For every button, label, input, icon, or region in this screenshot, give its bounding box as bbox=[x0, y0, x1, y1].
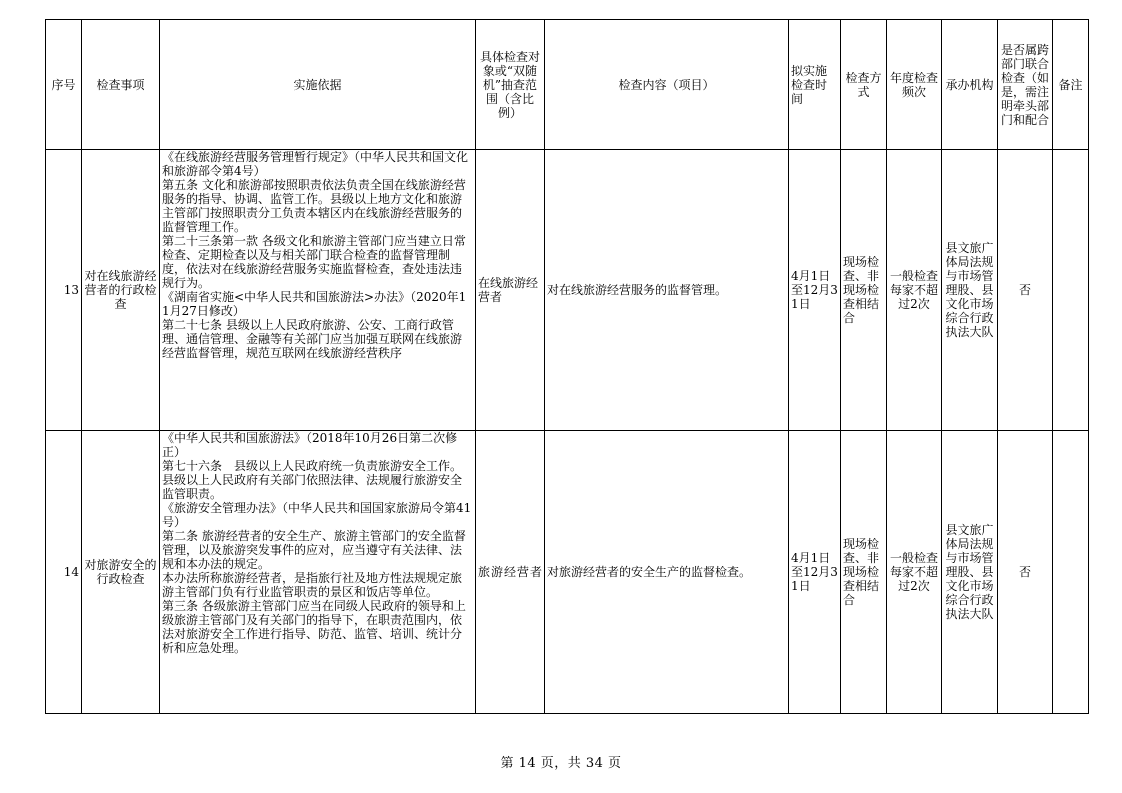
header-item: 检查事项 bbox=[82, 20, 160, 150]
row-frequency: 一般检查每家不超过2次 bbox=[887, 150, 942, 431]
basis-paragraph: 《中华人民共和国旅游法》（2018年10月26日第二次修正） bbox=[162, 431, 458, 459]
row-method: 现场检查、非现场检查相结合 bbox=[841, 431, 887, 714]
row-frequency: 一般检查每家不超过2次 bbox=[887, 431, 942, 714]
row-time: 4月1日至12月31日 bbox=[789, 150, 841, 431]
header-row bbox=[46, 20, 1089, 150]
header-basis: 实施依据 bbox=[160, 20, 476, 150]
header-remark: 备注 bbox=[1053, 20, 1089, 150]
row-scope: 旅游经营者 bbox=[476, 431, 545, 714]
row-seq: 13 bbox=[46, 150, 82, 431]
row-remark bbox=[1053, 431, 1089, 714]
row-item: 对在线旅游经营者的行政检查 bbox=[82, 150, 160, 431]
row-joint: 否 bbox=[998, 150, 1053, 431]
row-content: 对在线旅游经营服务的监督管理。 bbox=[545, 150, 789, 431]
row-basis bbox=[160, 150, 476, 431]
row-method: 现场检查、非现场检查相结合 bbox=[841, 150, 887, 431]
basis-paragraph: 第二十三条第一款 各级文化和旅游主管部门应当建立日常检查、定期检查以及与相关部门联合检查的监督管理制度，依法对在线旅游经营服务实施监督检查，查处违法违规行为。 bbox=[162, 234, 466, 290]
basis-paragraph: 《湖南省实施<中华人民共和国旅游法>办法》（2020年11月27日修改） bbox=[162, 290, 467, 318]
inspection-table bbox=[45, 19, 1089, 714]
basis-paragraph: 第二条 旅游经营者的安全生产、旅游主管部门的安全监督管理，以及旅游突发事件的应对，应当遵守有关法律、法规和本办法的规定。 bbox=[162, 529, 466, 571]
header-joint: 是否属跨部门联合检查（如是，需注明牵头部门和配合 bbox=[998, 20, 1053, 150]
row-item: 对旅游安全的行政检查 bbox=[82, 431, 160, 714]
row-agency: 县文旅广体局法规与市场管理股、县文化市场综合行政执法大队 bbox=[942, 150, 998, 431]
header-frequency: 年度检查频次 bbox=[887, 20, 942, 150]
basis-paragraph: 第七十六条 县级以上人民政府统一负责旅游安全工作。县级以上人民政府有关部门依照法律、法规履行旅游安全监管职责。 bbox=[162, 459, 463, 501]
basis-paragraph: 第五条 文化和旅游部按照职责依法负责全国在线旅游经营服务的指导、协调、监管工作。县级以上地方文化和旅游主管部门按照职责分工负责本辖区内在线旅游经营服务的监督管理工作。 bbox=[162, 178, 466, 234]
basis-paragraph: 本办法所称旅游经营者，是指旅行社及地方性法规规定旅游主管部门负有行业监管职责的景区和饭店等单位。 bbox=[162, 571, 463, 599]
basis-paragraph: 第二十七条 县级以上人民政府旅游、公安、工商行政管理、通信管理、金融等有关部门应当加强互联网在线旅游经营监督管理，规范互联网在线旅游经营秩序 bbox=[162, 318, 463, 360]
header-agency: 承办机构 bbox=[942, 20, 998, 150]
row-agency: 县文旅广体局法规与市场管理股、县文化市场综合行政执法大队 bbox=[942, 431, 998, 714]
header-method: 检查方式 bbox=[841, 20, 887, 150]
row-remark bbox=[1053, 150, 1089, 431]
row-seq: 14 bbox=[46, 431, 82, 714]
row-joint: 否 bbox=[998, 431, 1053, 714]
row-basis bbox=[160, 431, 476, 714]
header-content: 检查内容（项目） bbox=[545, 20, 789, 150]
header-seq: 序号 bbox=[46, 20, 82, 150]
table-row bbox=[46, 150, 1089, 431]
row-content: 对旅游经营者的安全生产的监督检查。 bbox=[545, 431, 789, 714]
basis-paragraph: 《旅游安全管理办法》（中华人民共和国国家旅游局令第41号） bbox=[162, 501, 472, 529]
row-time: 4月1日至12月31日 bbox=[789, 431, 841, 714]
table-row bbox=[46, 431, 1089, 714]
basis-paragraph: 《在线旅游经营服务管理暂行规定》（中华人民共和国文化和旅游部令第4号） bbox=[162, 150, 469, 178]
header-scope: 具体检查对象或“双随机”抽查范围（含比例） bbox=[476, 20, 545, 150]
row-scope: 在线旅游经营者 bbox=[476, 150, 545, 431]
header-time: 拟实施检查时间 bbox=[789, 20, 841, 150]
page-footer: 第 14 页，共 34 页 bbox=[500, 756, 622, 771]
basis-paragraph: 第三条 各级旅游主管部门应当在同级人民政府的领导和上级旅游主管部门及有关部门的指导下，在职责范围内，依法对旅游安全工作进行指导、防范、监管、培训、统计分析和应急处理。 bbox=[162, 599, 466, 655]
